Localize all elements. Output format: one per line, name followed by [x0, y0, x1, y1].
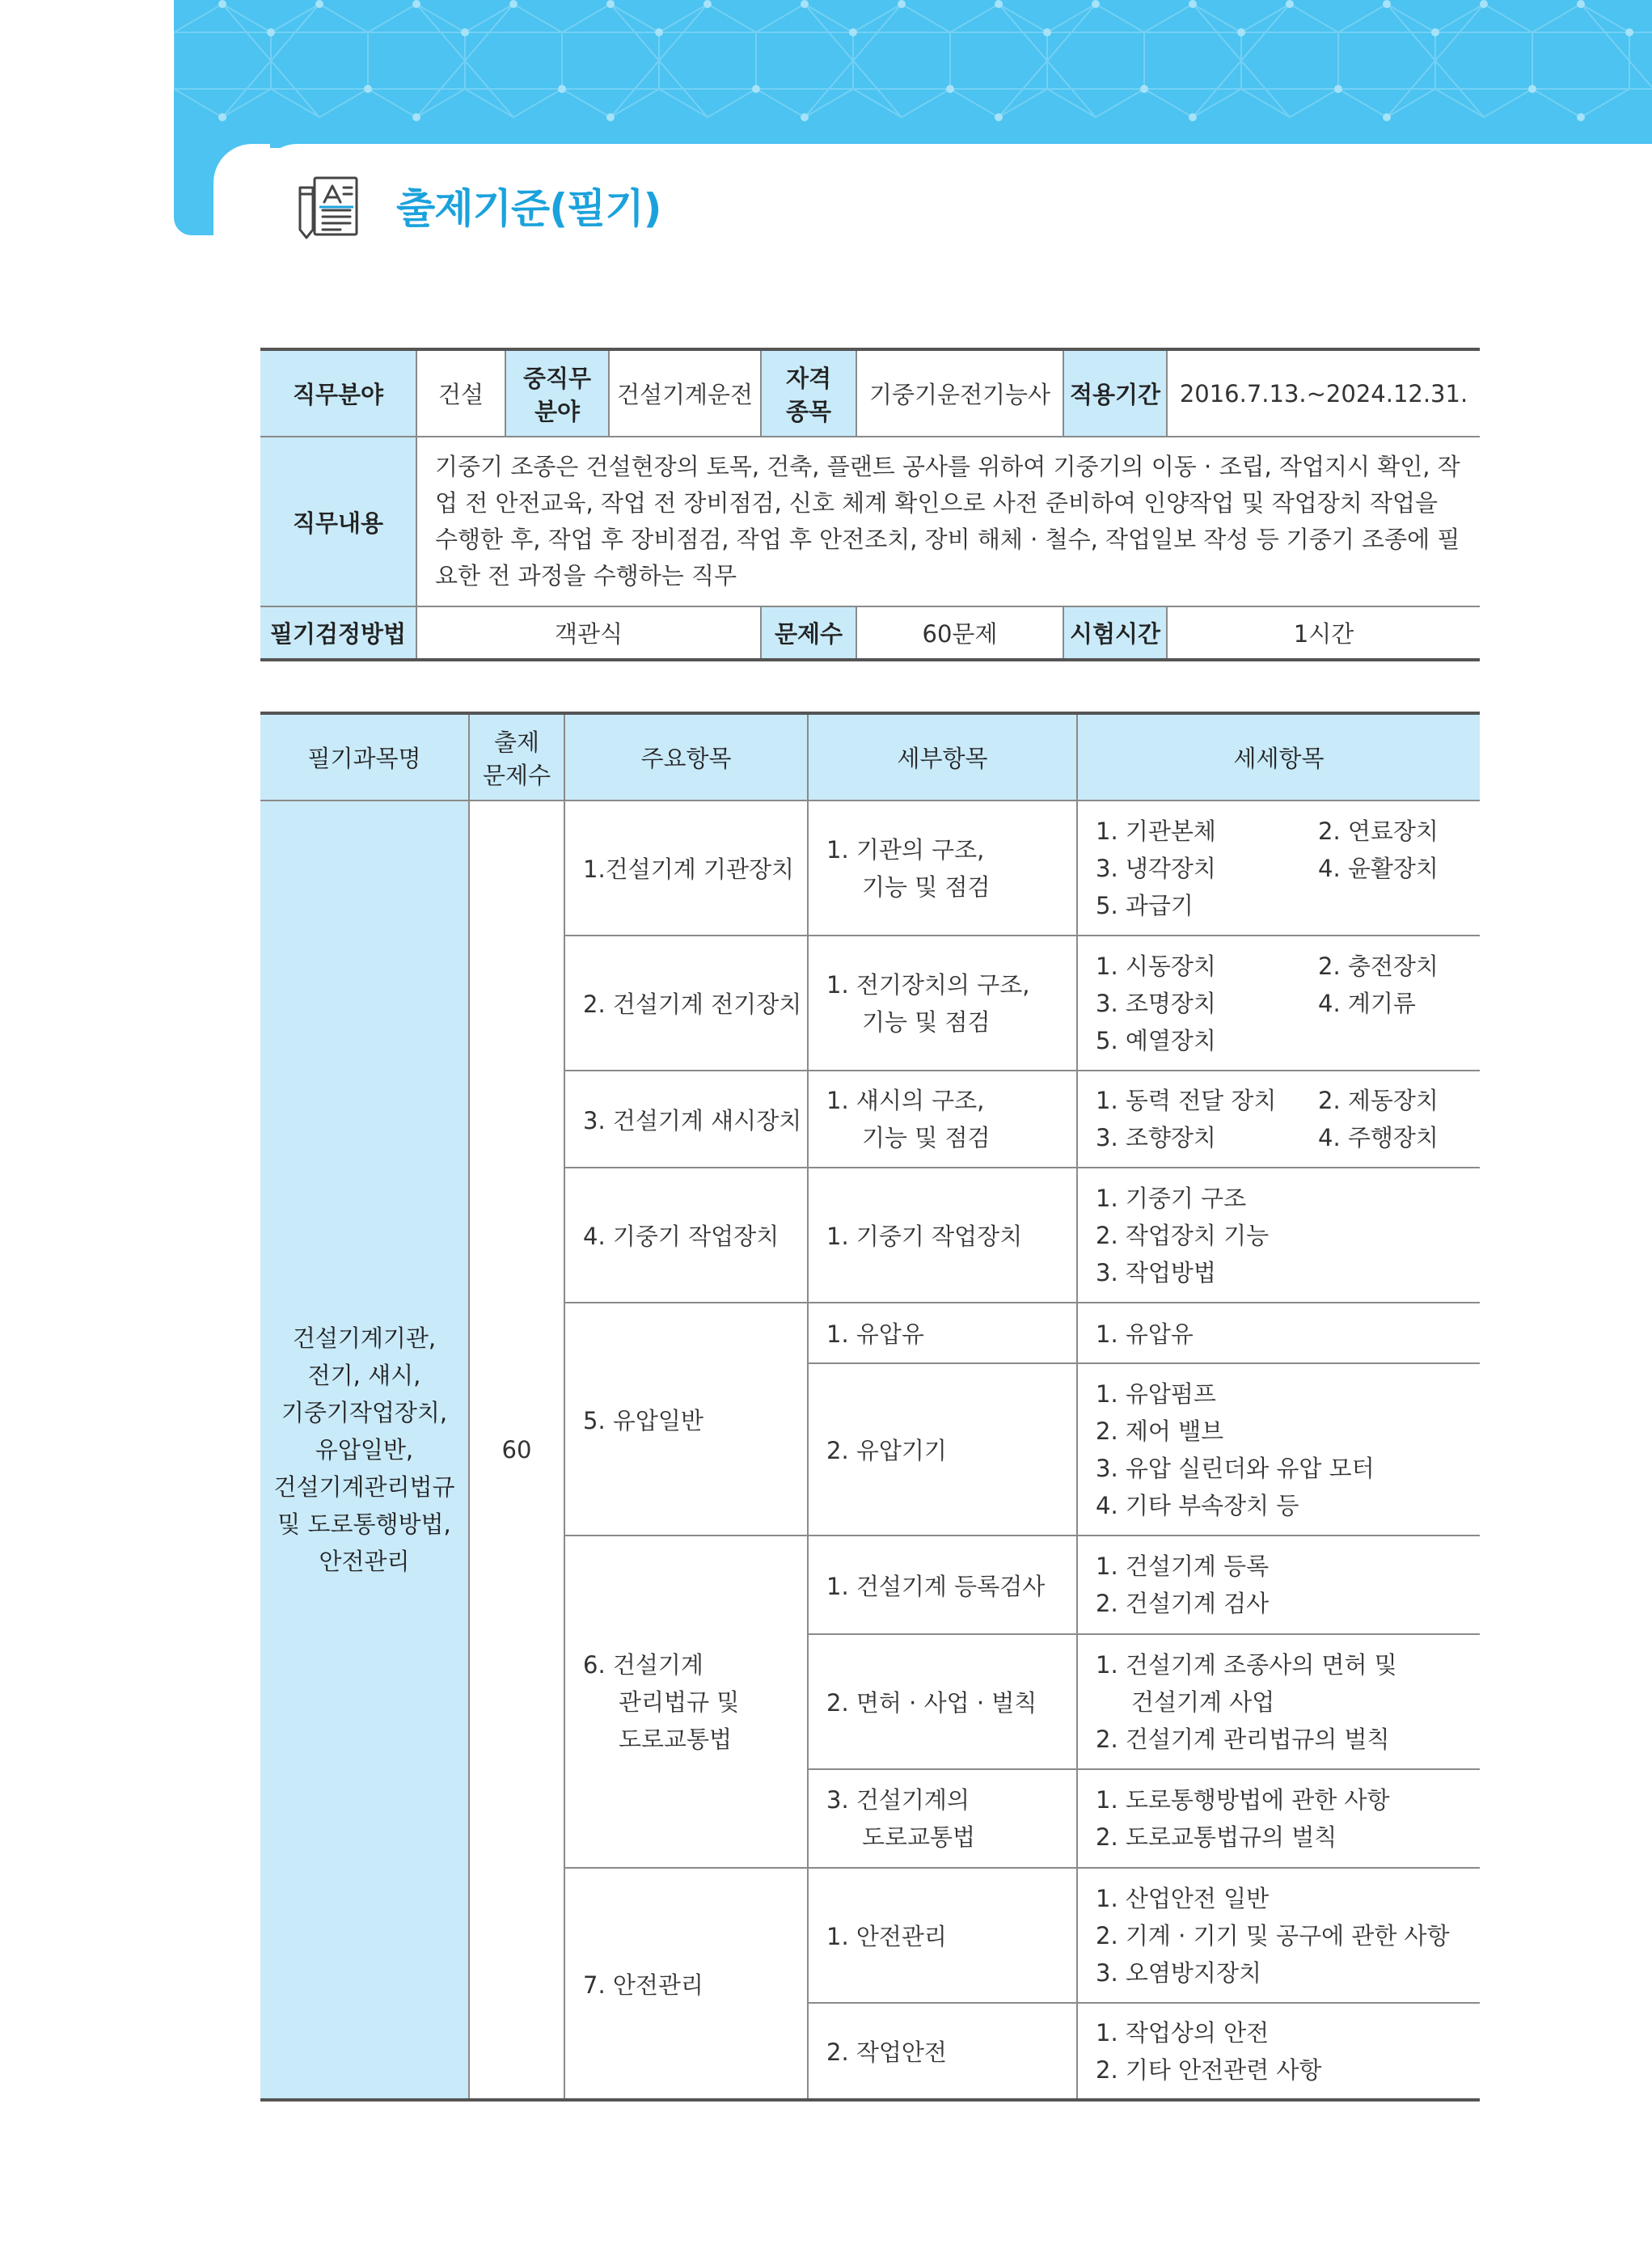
sub-items: 1. 건설기계 등록 2. 건설기계 검사 [1077, 1536, 1480, 1634]
col-sub-header: 세세항목 [1077, 713, 1480, 801]
sub-field-value: 건설기계운전 [609, 349, 761, 437]
page-title: 출제기준(필기) [396, 185, 661, 232]
main-item: 5. 유압일반 [564, 1303, 808, 1536]
sub-items: 1. 동력 전달 장치 2. 제동장치 3. 조향장치 4. 주행장치 [1077, 1071, 1480, 1168]
detail-item: 1. 유압유 [808, 1303, 1077, 1363]
detail-item: 1. 건설기계 등록검사 [808, 1536, 1077, 1634]
detail-item: 1. 전기장치의 구조, 기능 및 점검 [808, 936, 1077, 1071]
sub-items: 1. 유압유 [1077, 1303, 1480, 1363]
main-item: 7. 안전관리 [564, 1868, 808, 2100]
method-label: 필기검정방법 [260, 606, 416, 660]
detail-item: 1. 기관의 구조, 기능 및 점검 [808, 801, 1077, 936]
detail-item: 2. 유압기기 [808, 1363, 1077, 1536]
sub-items: 1. 유압펌프 2. 제어 밸브 3. 유압 실린더와 유압 모터 4. 기타 부속장치 등 [1077, 1363, 1480, 1536]
subject-name-cell: 건설기계기관, 전기, 섀시, 기중기작업장치, 유압일반, 건설기계관리법규 및 도로통행방법, 안전관리 [260, 801, 469, 2100]
detail-item: 2. 면허 · 사업 · 벌칙 [808, 1634, 1077, 1769]
header-tab-curve [213, 144, 270, 241]
duty-description: 기중기 조종은 건설현장의 토목, 건축, 플랜트 공사를 위하여 기중기의 이동 · 조립, 작업지시 확인, 작업 전 안전교육, 작업 전 장비점검, 신호 체계 확인으로 사전 준비하여 인양작업 및 작업장치 작업을 수행한 후, 작업 후 장비점검, 작업 후 안전조치, 장비 해체 · 철수, 작업일보 작성 등 기중기 조종에 필요한 전 과정을 수행하는 직무 [416, 437, 1480, 606]
time-value: 1시간 [1167, 606, 1480, 660]
sub-items: 1. 시동장치 2. 충전장치 3. 조명장치 4. 계기류 5. 예열장치 [1077, 936, 1480, 1071]
document-pen-icon [295, 170, 368, 243]
time-label: 시험시간 [1063, 606, 1167, 660]
col-main-header: 주요항목 [564, 713, 808, 801]
sub-items: 1. 건설기계 조종사의 면허 및 건설기계 사업 2. 건설기계 관리법규의 벌칙 [1077, 1634, 1480, 1769]
detail-item: 2. 작업안전 [808, 2003, 1077, 2100]
sub-items: 1. 도로통행방법에 관한 사항 2. 도로교통법규의 벌칙 [1077, 1769, 1480, 1868]
main-item: 1.건설기계 기관장치 [564, 801, 808, 936]
sub-items: 1. 기관본체 2. 연료장치 3. 냉각장치 4. 윤활장치 5. 과급기 [1077, 801, 1480, 936]
question-count-cell: 60 [469, 801, 564, 2100]
sub-field-label: 중직무 분야 [505, 349, 609, 437]
detail-item: 3. 건설기계의 도로교통법 [808, 1769, 1077, 1868]
col-subject-header: 필기과목명 [260, 713, 469, 801]
job-field-label: 직무분야 [260, 349, 416, 437]
main-item: 4. 기중기 작업장치 [564, 1168, 808, 1303]
main-item: 3. 건설기계 섀시장치 [564, 1071, 808, 1168]
sub-items: 1. 작업상의 안전 2. 기타 안전관련 사항 [1077, 2003, 1480, 2100]
qual-label: 자격 종목 [761, 349, 856, 437]
method-value: 객관식 [416, 606, 761, 660]
subjects-table [260, 712, 1480, 2102]
job-field-value: 건설 [416, 349, 505, 437]
duty-label: 직무내용 [260, 437, 416, 606]
main-item: 2. 건설기계 전기장치 [564, 936, 808, 1071]
sub-items: 1. 산업안전 일반 2. 기계 · 기기 및 공구에 관한 사항 3. 오염방지장치 [1077, 1868, 1480, 2003]
count-label: 문제수 [761, 606, 856, 660]
count-value: 60문제 [856, 606, 1063, 660]
hexagon-pattern [174, 0, 1652, 148]
period-value: 2016.7.13.~2024.12.31. [1167, 349, 1480, 437]
main-item: 6. 건설기계 관리법규 및 도로교통법 [564, 1536, 808, 1868]
detail-item: 1. 기중기 작업장치 [808, 1168, 1077, 1303]
header-banner [174, 0, 1652, 148]
detail-item: 1. 안전관리 [808, 1868, 1077, 2003]
period-label: 적용기간 [1063, 349, 1167, 437]
detail-item: 1. 섀시의 구조, 기능 및 점검 [808, 1071, 1077, 1168]
col-detail-header: 세부항목 [808, 713, 1077, 801]
sub-items: 1. 기중기 구조 2. 작업장치 기능 3. 작업방법 [1077, 1168, 1480, 1303]
qual-value: 기중기운전기능사 [856, 349, 1063, 437]
exam-info-table [260, 348, 1480, 661]
col-num-header: 출제 문제수 [469, 713, 564, 801]
